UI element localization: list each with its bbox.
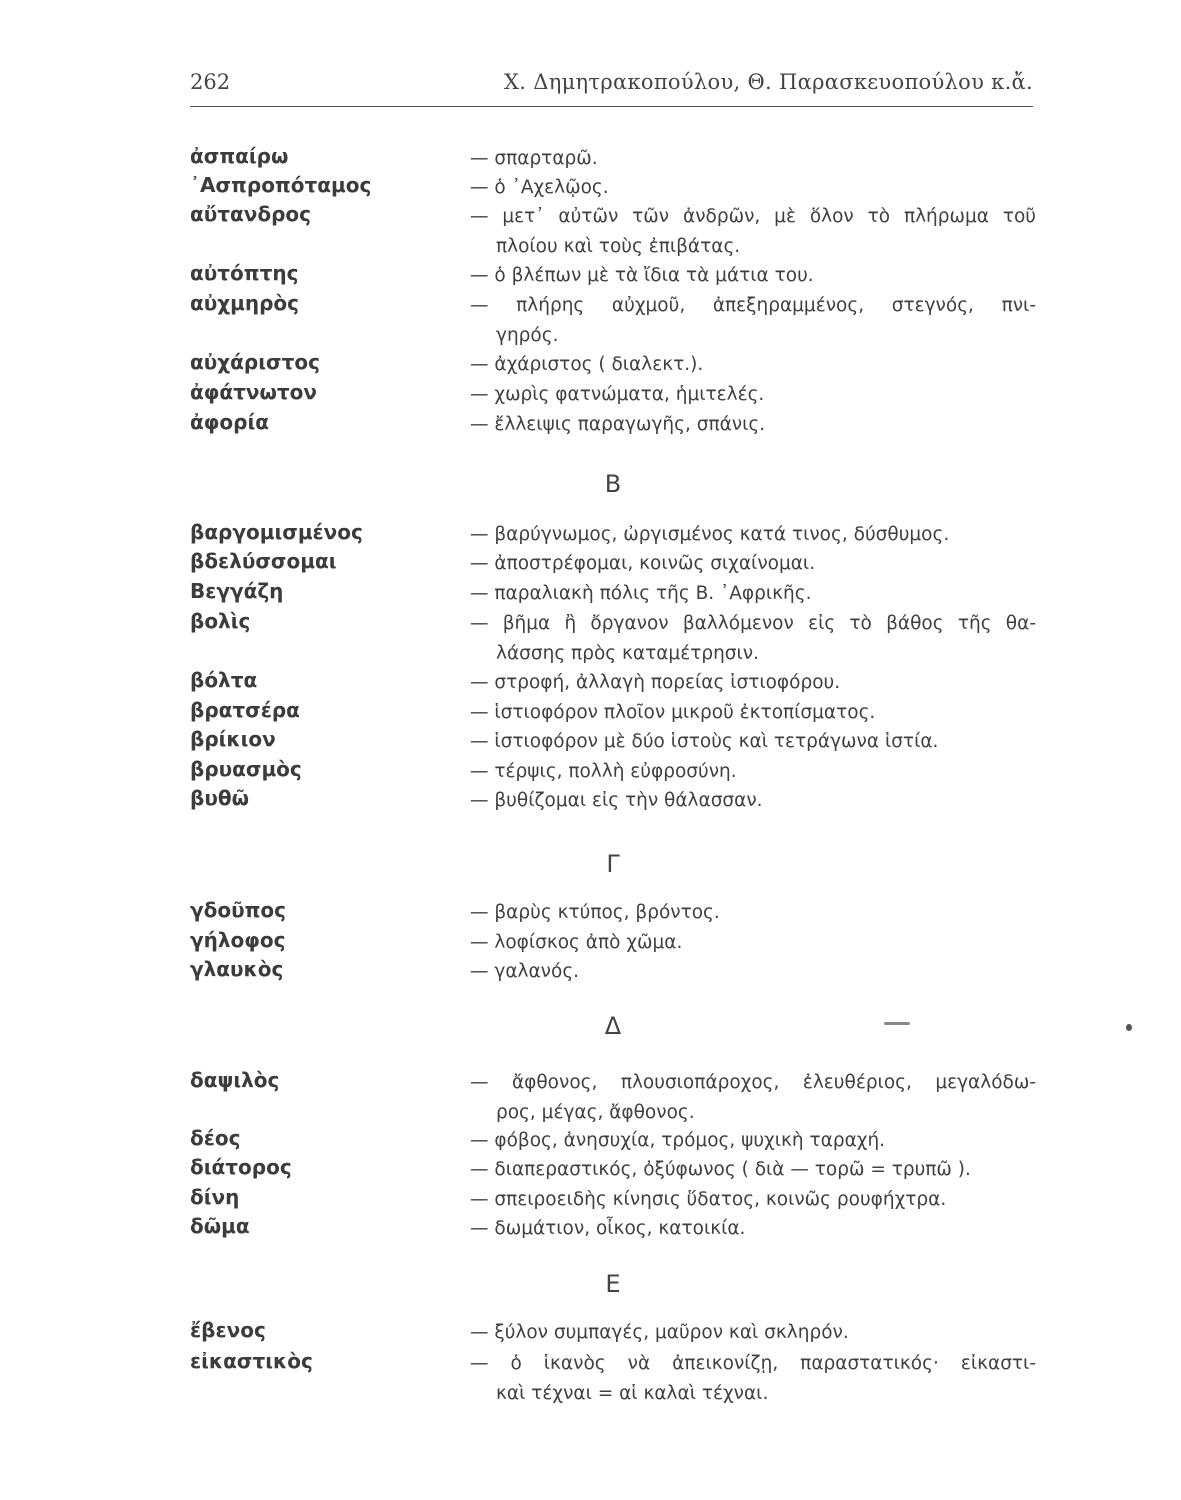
headword: δῶμα: [190, 1214, 250, 1238]
headword: ἀφορία: [190, 410, 269, 434]
definition: [470, 1318, 1036, 1348]
headword: Βεγγάζη: [190, 579, 284, 603]
headword: δέος: [190, 1126, 241, 1150]
definition: [470, 668, 1036, 698]
definition-line: — ἀχάριστος ( διαλεκτ.).: [470, 354, 704, 375]
running-head: Χ. Δημητρακοπούλου, Θ. Παρασκευοπούλου κ.ἄ.: [504, 70, 1033, 94]
headword: βυθῶ: [190, 786, 249, 810]
headword: βρατσέρα: [190, 698, 300, 722]
definition: [470, 928, 1036, 958]
headword: αὔτανδρος: [190, 202, 312, 226]
definition: [470, 957, 1036, 987]
headword: βρίκιον: [190, 727, 276, 751]
definition: [470, 520, 1036, 550]
headword: δίνη: [190, 1185, 240, 1209]
headword: γήλοφος: [190, 928, 286, 952]
definition-line: — ἱστιοφόρον μὲ δύο ἱστοὺς καὶ τετράγωνα ἱστία.: [470, 731, 939, 752]
definition: [470, 173, 1036, 203]
headword: βρυασμὸς: [190, 757, 302, 781]
definition: [470, 698, 1036, 728]
headword: βόλτα: [190, 668, 258, 692]
headword: αὐχάριστος: [190, 350, 320, 374]
definition-line: — μετ᾿ αὐτῶν τῶν ἀνδρῶν, μὲ ὅλον τὸ πλήρωμα τοῦ: [470, 206, 1036, 227]
definition: [470, 579, 1036, 609]
definition-line: — βυθίζομαι εἰς τὴν θάλασσαν.: [470, 790, 763, 811]
definition: [470, 1068, 1036, 1127]
headword: ᾿Ασπροπόταμος: [190, 173, 372, 197]
definition-line: — βαρὺς κτύπος, βρόντος.: [470, 902, 720, 923]
definition: [470, 1185, 1036, 1215]
section-letter: Δ: [604, 1012, 622, 1040]
definition: [470, 898, 1036, 928]
definition-line: — τέρψις, πολλὴ εὐφροσύνη.: [470, 761, 737, 782]
definition-line: — ὁ ᾿Αχελῷος.: [470, 177, 609, 198]
definition-line: — γαλανός.: [470, 961, 580, 982]
headword: αὐτόπτης: [190, 261, 299, 285]
definition: [470, 291, 1036, 350]
headword: εἰκαστικὸς: [190, 1349, 313, 1373]
headword: διάτορος: [190, 1155, 292, 1179]
definition-line: πλοίου καὶ τοὺς ἐπιβάτας.: [496, 235, 741, 257]
definition: [470, 261, 1036, 291]
definition-line: — βαρύγνωμος, ὠργισμένος κατά τινος, δύσθυμος.: [470, 524, 950, 545]
definition: [470, 350, 1036, 380]
headword: ἀφάτνωτον: [190, 380, 318, 404]
scan-speck: [884, 1022, 910, 1025]
headword: γδοῦπος: [190, 898, 287, 922]
section-letter: Γ: [606, 850, 620, 878]
headword: ἔβενος: [190, 1318, 266, 1342]
definition-line: — ἄφθονος, πλουσιοπάροχος, ἐλευθέριος, μεγαλόδω-: [470, 1072, 1036, 1093]
definition-line: — δωμάτιον, οἶκος, κατοικία.: [470, 1218, 746, 1239]
definition-line: — βῆμα ἢ ὄργανον βαλλόμενον εἰς τὸ βάθος τῆς θα-: [470, 613, 1036, 634]
definition-line: γηρός.: [496, 324, 559, 346]
definition: [470, 410, 1036, 440]
headword: βαργομισμένος: [190, 520, 363, 544]
definition-line: — πλήρης αὐχμοῦ, ἀπεξηραμμένος, στεγνός, πνι-: [470, 295, 1036, 316]
definition-line: — ὁ βλέπων μὲ τὰ ἴδια τὰ μάτια του.: [470, 265, 814, 286]
headword: βολὶς: [190, 609, 251, 633]
definition-line: — παραλιακὴ πόλις τῆς Β. ᾿Αφρικῆς.: [470, 583, 812, 604]
definition-line: — ἱστιοφόρον πλοῖον μικροῦ ἐκτοπίσματος.: [470, 702, 876, 723]
definition: [470, 1155, 1036, 1185]
definition-line: — σπαρταρῶ.: [470, 148, 598, 169]
header-rule: [190, 106, 1033, 107]
definition-line: — φόβος, ἀνησυχία, τρόμος, ψυχικὴ ταραχή.: [470, 1130, 886, 1151]
definition-line: — ὁ ἱκανὸς νὰ ἀπεικονίζῃ, παραστατικός· εἰκαστι-: [470, 1353, 1036, 1374]
scan-speck: [1126, 1024, 1132, 1031]
definition: [470, 1214, 1036, 1244]
definition: [470, 549, 1036, 579]
definition-line: — λοφίσκος ἀπὸ χῶμα.: [470, 932, 683, 953]
definition: [470, 1126, 1036, 1156]
definition: [470, 144, 1036, 174]
headword: δαψιλὸς: [190, 1068, 280, 1092]
definition: [470, 757, 1036, 787]
section-letter: Β: [604, 470, 622, 498]
definition-line: — ἔλλειψις παραγωγῆς, σπάνις.: [470, 414, 766, 435]
headword: βδελύσσομαι: [190, 549, 337, 573]
definition: [470, 786, 1036, 816]
definition: [470, 380, 1036, 410]
definition: [470, 202, 1036, 261]
headword: αὐχμηρὸς: [190, 291, 300, 315]
definition-line: — ξύλον συμπαγές, μαῦρον καὶ σκληρόν.: [470, 1322, 849, 1343]
definition: [470, 1349, 1036, 1408]
definition-line: — σπειροειδὴς κίνησις ὕδατος, κοινῶς ρουφήχτρα.: [470, 1189, 947, 1210]
definition-line: — στροφή, ἀλλαγὴ πορείας ἱστιοφόρου.: [470, 672, 841, 693]
definition: [470, 609, 1036, 668]
definition-line: ρος, μέγας, ἄφθονος.: [496, 1101, 695, 1123]
definition-line: — ἀποστρέφομαι, κοινῶς σιχαίνομαι.: [470, 553, 816, 574]
definition-line: λάσσης πρὸς καταμέτρησιν.: [496, 642, 760, 664]
definition-line: — διαπεραστικός, ὀξύφωνος ( διὰ — τορῶ = τρυπῶ ).: [470, 1159, 971, 1180]
definition-line: — χωρὶς φατνώματα, ἡμιτελές.: [470, 384, 765, 405]
definition-line: καὶ τέχναι = αἱ καλαὶ τέχναι.: [496, 1382, 769, 1404]
headword: γλαυκὸς: [190, 957, 284, 981]
section-letter: Ε: [605, 1270, 621, 1298]
page-number: 262: [190, 70, 231, 94]
definition: [470, 727, 1036, 757]
headword: ἀσπαίρω: [190, 144, 289, 168]
